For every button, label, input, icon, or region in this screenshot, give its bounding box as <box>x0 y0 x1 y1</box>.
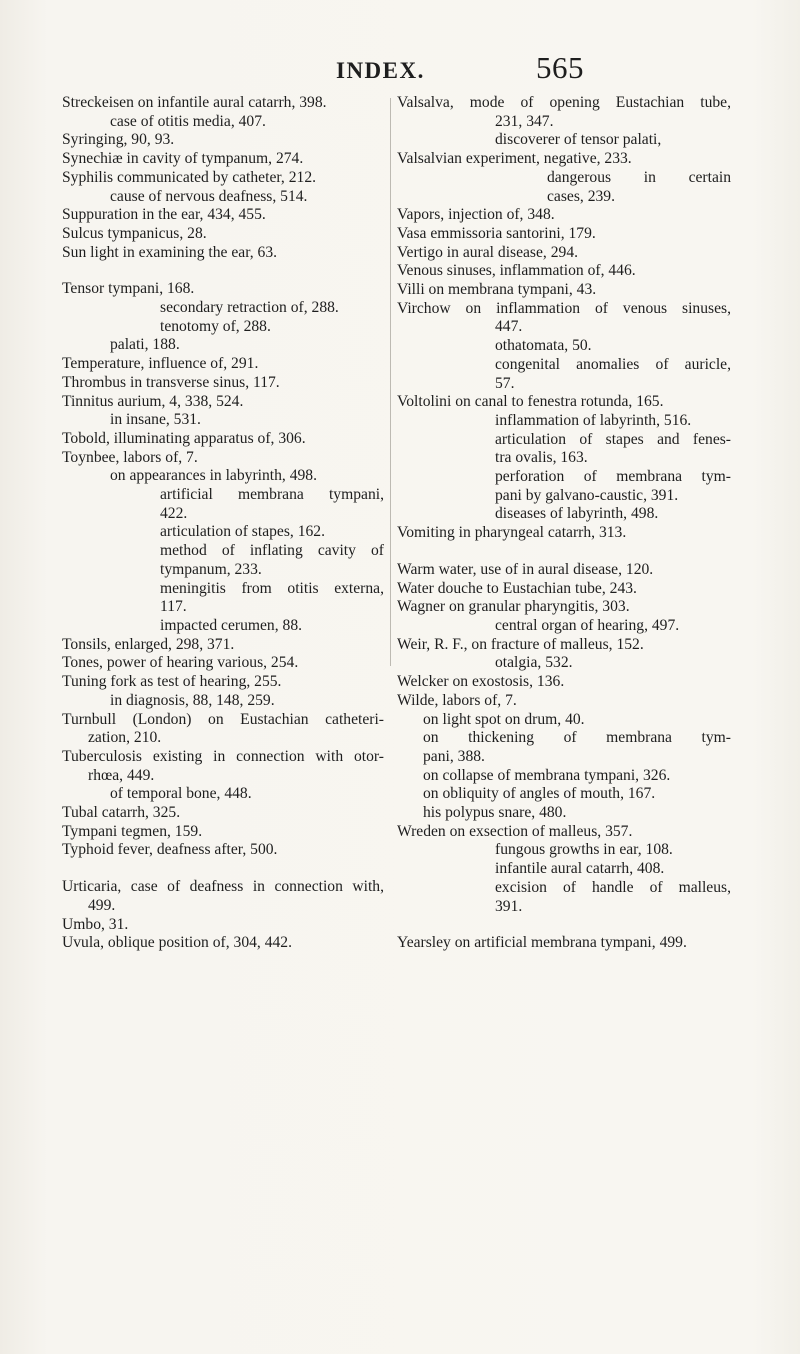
index-subentry: rhœa, 449. <box>88 766 155 784</box>
index-entry: Vasa emmissoria santorini, 179. <box>397 224 596 242</box>
index-subentry: 57. <box>495 374 515 392</box>
index-entry: Thrombus in transverse sinus, 117. <box>62 373 280 391</box>
index-entry: Tones, power of hearing various, 254. <box>62 654 299 672</box>
page-title: INDEX. <box>336 58 425 83</box>
index-subentry: central organ of hearing, 497. <box>495 616 680 634</box>
index-entry: Vapors, injection of, 348. <box>397 206 555 224</box>
index-entry: Tobold, illuminating apparatus of, 306. <box>62 429 306 447</box>
index-subentry: zation, 210. <box>88 729 162 747</box>
index-subentry: tympanum, 233. <box>160 560 262 578</box>
index-subentry: pani by galvano-caustic, 391. <box>495 486 679 504</box>
index-entry: Typhoid fever, deafness after, 500. <box>62 841 278 859</box>
index-entry: Virchow on inflammation of venous sinuses, <box>397 299 731 317</box>
index-subentry: otalgia, 532. <box>495 654 573 672</box>
index-subentry: secondary retraction of, 288. <box>160 299 339 317</box>
page-header <box>0 48 800 88</box>
index-column-left <box>62 94 384 953</box>
index-entry: Voltolini on canal to fenestra rotunda, 165. <box>397 393 664 411</box>
index-entry: Tensor tympani, 168. <box>62 280 195 298</box>
index-entry: Warm water, use of in aural disease, 120. <box>397 560 654 578</box>
index-subentry: palati, 188. <box>110 336 180 354</box>
index-subentry: 447. <box>495 318 523 336</box>
index-subentry: tenotomy of, 288. <box>160 317 271 335</box>
index-entry: Vomiting in pharyngeal catarrh, 313. <box>397 524 627 542</box>
index-entry: Welcker on exostosis, 136. <box>397 673 565 691</box>
index-entry: Umbo, 31. <box>62 915 129 933</box>
index-subentry: case of otitis media, 407. <box>110 112 266 130</box>
index-subentry: in diagnosis, 88, 148, 259. <box>110 691 275 709</box>
index-subentry: in insane, 531. <box>110 411 201 429</box>
index-subentry: artificial membrana tympani, <box>160 486 384 504</box>
page-number: 565 <box>536 50 584 85</box>
index-subentry: pani, 388. <box>423 747 485 765</box>
index-subentry: method of inflating cavity of <box>160 542 384 560</box>
index-entry: Yearsley on artificial membrana tympani, 499. <box>397 934 687 952</box>
index-entry: Syphilis communicated by catheter, 212. <box>62 168 317 186</box>
column-divider <box>390 98 391 666</box>
index-subentry: infantile aural catarrh, 408. <box>495 860 665 878</box>
index-entry: Venous sinuses, inflammation of, 446. <box>397 262 636 280</box>
index-entry: Suppuration in the ear, 434, 455. <box>62 206 266 224</box>
index-subentry: 117. <box>160 598 187 616</box>
index-entry: Tubal catarrh, 325. <box>62 804 181 822</box>
index-entry: Temperature, influence of, 291. <box>62 355 259 373</box>
index-entry: Vertigo in aural disease, 294. <box>397 243 579 261</box>
index-subentry: articulation of stapes and fenes- <box>495 430 731 448</box>
index-entry: Uvula, oblique position of, 304, 442. <box>62 934 292 952</box>
index-entry: Tuberculosis existing in connection with otor- <box>62 747 384 765</box>
index-subentry: impacted cerumen, 88. <box>160 616 303 634</box>
index-subentry: his polypus snare, 480. <box>423 804 567 822</box>
index-subentry: on light spot on drum, 40. <box>423 710 585 728</box>
index-subentry: of temporal bone, 448. <box>110 785 252 803</box>
index-entry: Tonsils, enlarged, 298, 371. <box>62 635 235 653</box>
index-entry: Valsalva, mode of opening Eustachian tube, <box>397 94 731 111</box>
index-subentry: on obliquity of angles of mouth, 167. <box>423 785 656 803</box>
index-subentry: fungous growths in ear, 108. <box>495 841 673 859</box>
index-subentry: perforation of membrana tym- <box>495 468 731 486</box>
index-entry: Tinnitus aurium, 4, 338, 524. <box>62 392 244 410</box>
index-entry: Sun light in examining the ear, 63. <box>62 243 278 261</box>
index-subentry: on appearances in labyrinth, 498. <box>110 467 317 485</box>
index-subentry: on thickening of membrana tym- <box>423 729 731 747</box>
index-entry: Wreden on exsection of malleus, 357. <box>397 822 633 840</box>
index-subentry: diseases of labyrinth, 498. <box>495 505 659 523</box>
index-subentry: meningitis from otitis externa, <box>160 579 384 597</box>
index-entry: Tympani tegmen, 159. <box>62 822 203 840</box>
index-entry: Streckeisen on infantile aural catarrh, 398. <box>62 94 327 111</box>
index-subentry: dangerous in certain <box>547 168 731 186</box>
index-subentry: excision of handle of malleus, <box>495 878 731 896</box>
index-subentry: 422. <box>160 504 188 522</box>
index-entry: Wagner on granular pharyngitis, 303. <box>397 598 630 616</box>
index-subentry: 391. <box>495 897 523 915</box>
index-subentry: othatomata, 50. <box>495 337 592 355</box>
index-subentry: 499. <box>88 896 116 914</box>
index-subentry: tra ovalis, 163. <box>495 449 588 467</box>
index-subentry: on collapse of membrana tympani, 326. <box>423 766 671 784</box>
index-entry: Wilde, labors of, 7. <box>397 691 517 709</box>
index-entry: Synechiæ in cavity of tympanum, 274. <box>62 150 304 168</box>
index-entry: Tuning fork as test of hearing, 255. <box>62 673 282 691</box>
index-entry: Toynbee, labors of, 7. <box>62 448 198 466</box>
index-entry: Weir, R. F., on fracture of malleus, 152. <box>397 635 644 653</box>
index-subentry: articulation of stapes, 162. <box>160 523 325 541</box>
index-entry: Valsalvian experiment, negative, 233. <box>397 150 632 168</box>
index-entry: Urticaria, case of deafness in connection with, <box>62 878 384 896</box>
index-entry: Turnbull (London) on Eustachian catheteri- <box>62 710 384 728</box>
index-subentry: discoverer of tensor palati, <box>495 131 662 149</box>
index-column-right <box>397 94 731 953</box>
index-subentry: cases, 239. <box>547 187 615 205</box>
index-subentry: cause of nervous deafness, 514. <box>110 187 308 205</box>
index-subentry: 231, 347. <box>495 112 554 130</box>
index-entry: Water douche to Eustachian tube, 243. <box>397 579 637 597</box>
index-entry: Sulcus tympanicus, 28. <box>62 224 207 242</box>
index-subentry: inflammation of labyrinth, 516. <box>495 411 692 429</box>
index-entry: Syringing, 90, 93. <box>62 131 175 149</box>
index-subentry: congenital anomalies of auricle, <box>495 355 731 373</box>
index-entry: Villi on membrana tympani, 43. <box>397 281 597 299</box>
